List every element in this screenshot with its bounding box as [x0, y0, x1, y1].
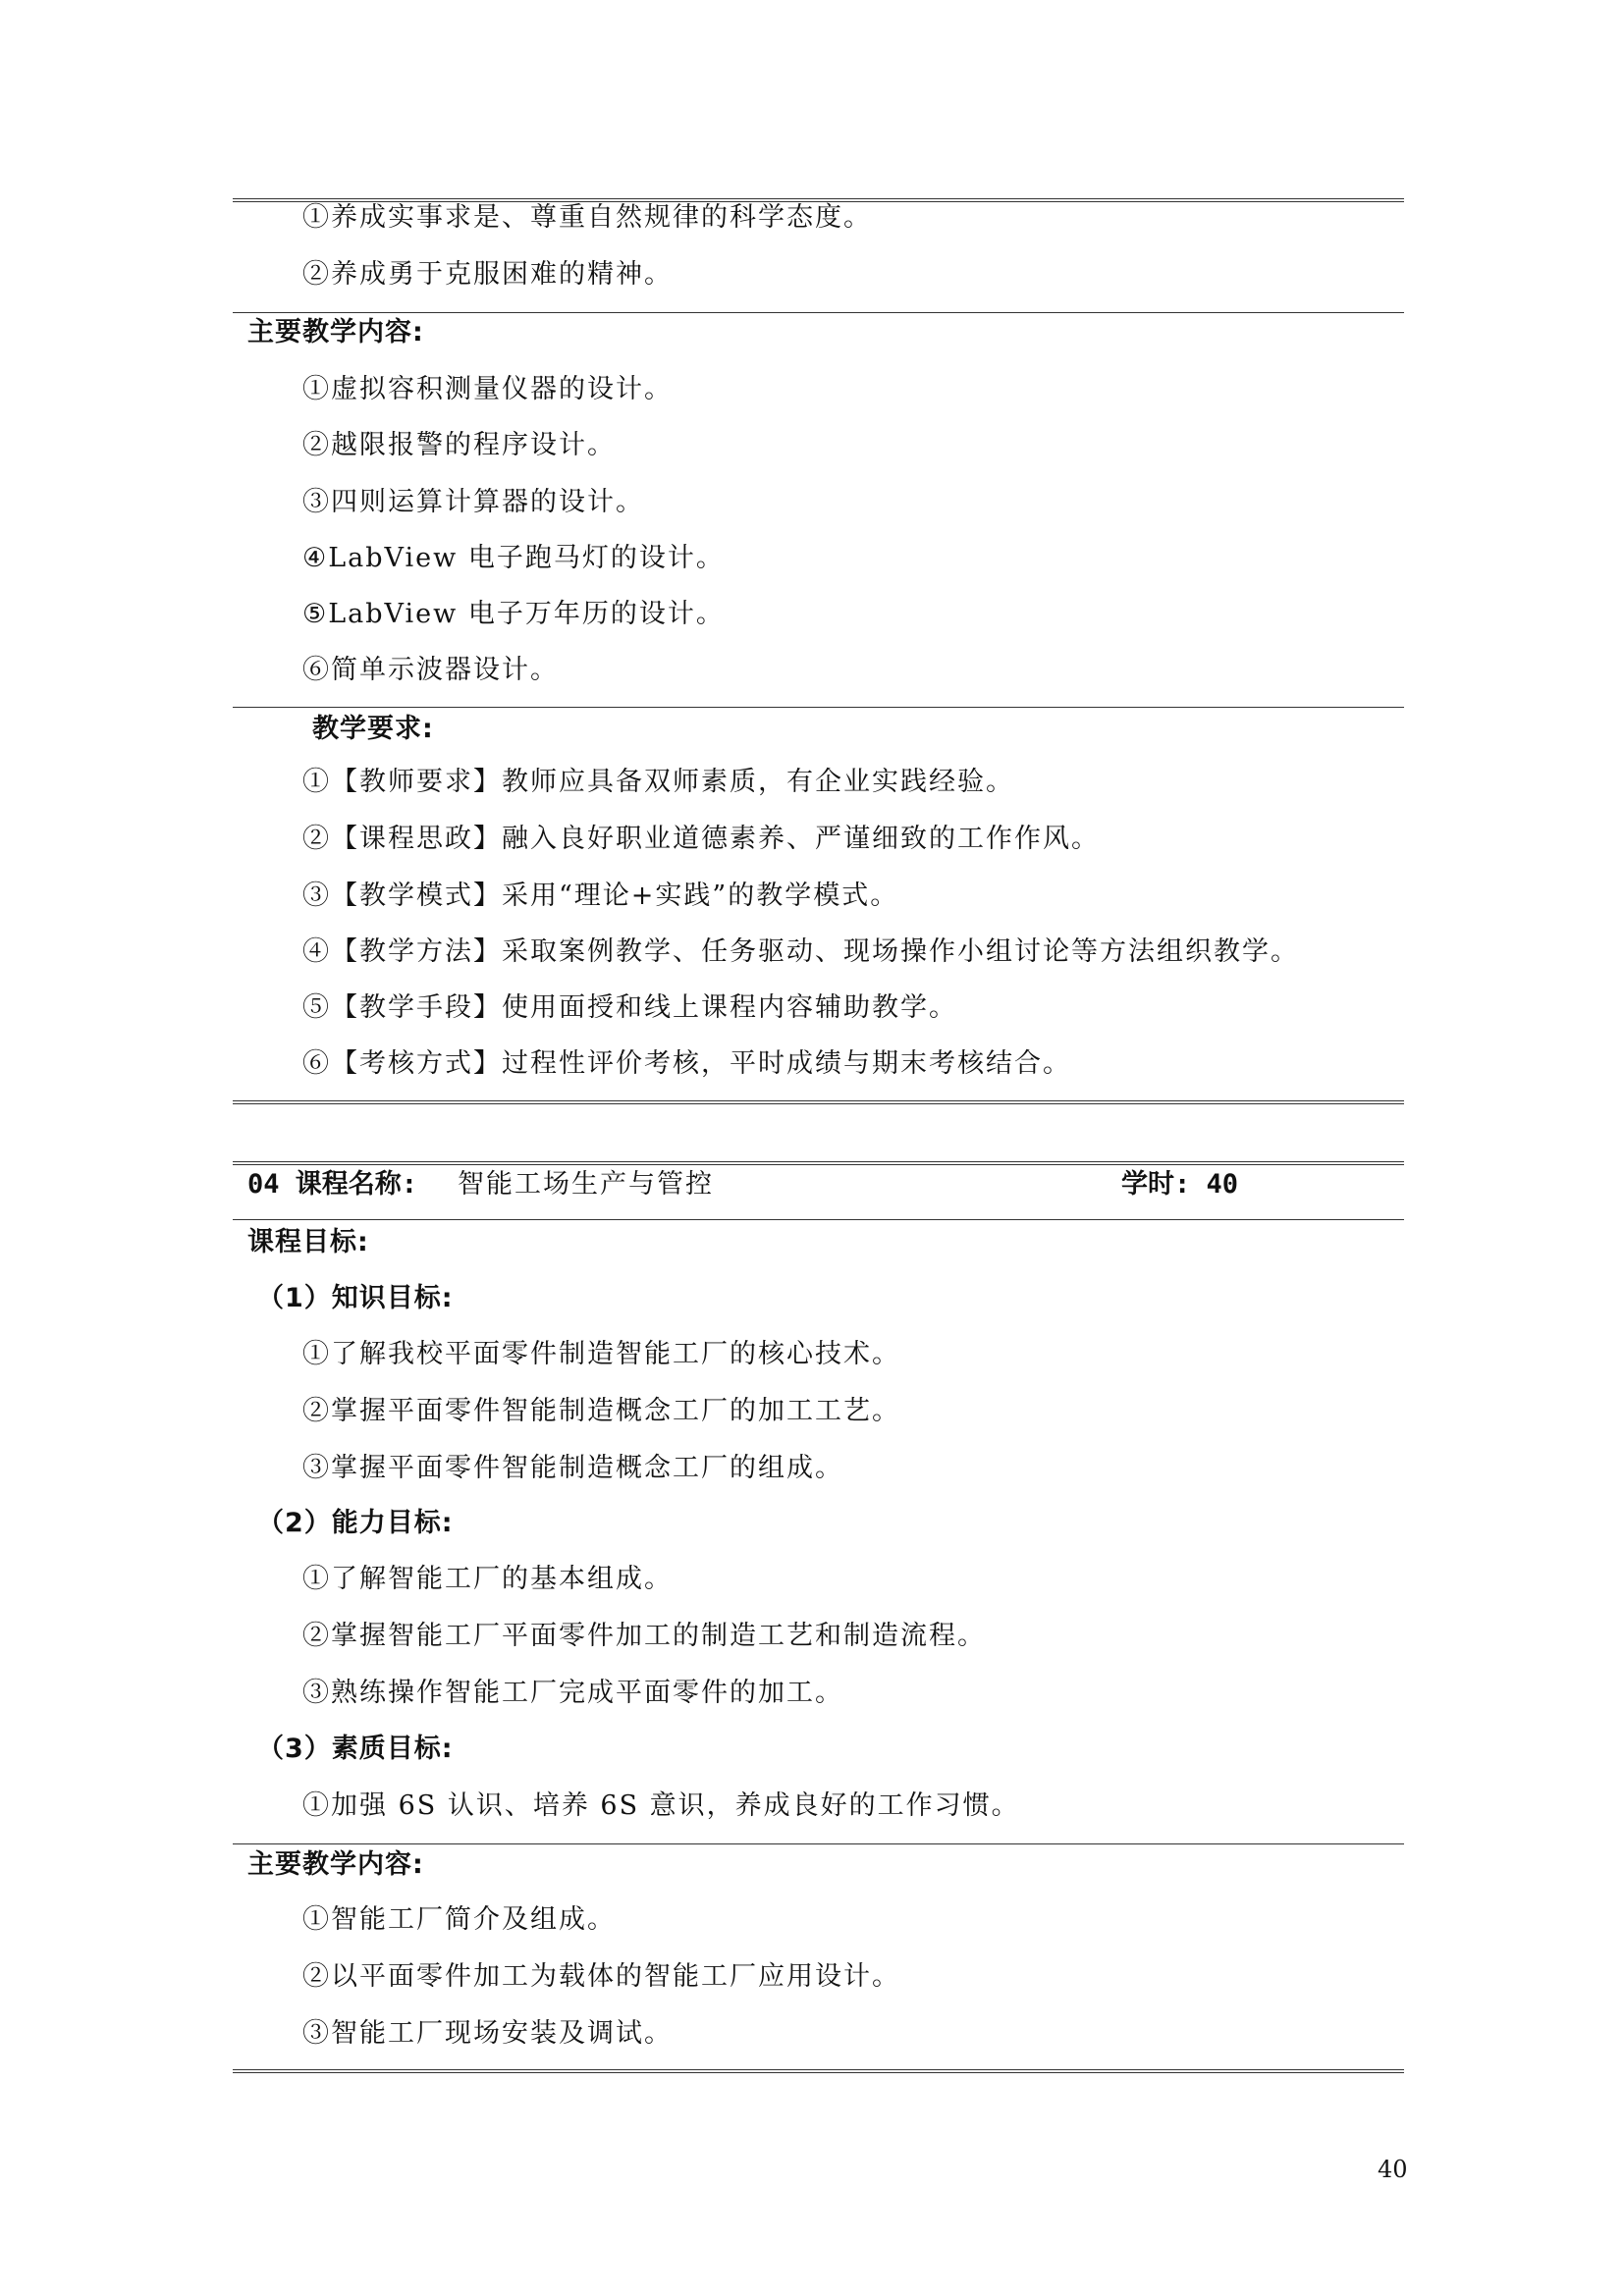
subsection-heading: （2）能力目标: [257, 1508, 454, 1538]
subsection-heading: （3）素质目标: [257, 1734, 454, 1764]
list-item: ③掌握平面零件智能制造概念工厂的组成。 [302, 1453, 843, 1483]
list-item: ④LabView 电子跑马灯的设计。 [302, 543, 725, 573]
list-item: ②越限报警的程序设计。 [302, 430, 616, 460]
list-item: ①了解智能工厂的基本组成。 [302, 1564, 673, 1594]
row-divider [233, 1219, 1404, 1220]
list-item: ⑥简单示波器设计。 [302, 655, 559, 685]
table-bottom-rule [233, 2069, 1404, 2073]
section-heading: 课程目标: [247, 1227, 369, 1257]
list-item: ①了解我校平面零件制造智能工厂的核心技术。 [302, 1339, 900, 1369]
list-item: ②养成勇于克服困难的精神。 [302, 259, 673, 290]
list-item: ②【课程思政】融入良好职业道德素养、严谨细致的工作作风。 [302, 824, 1100, 854]
row-divider [233, 312, 1404, 313]
table-top-rule [233, 1161, 1404, 1165]
list-item: ①加强 6S 认识、培养 6S 意识，养成良好的工作习惯。 [302, 1790, 1020, 1821]
list-item: ②掌握智能工厂平面零件加工的制造工艺和制造流程。 [302, 1621, 986, 1651]
subsection-heading: （1）知识目标: [257, 1283, 454, 1313]
section-heading: 主要教学内容: [247, 1849, 424, 1880]
table-bottom-rule [233, 1100, 1404, 1104]
list-item: ①养成实事求是、尊重自然规律的科学态度。 [302, 202, 872, 233]
list-item: ①【教师要求】教师应具备双师素质，有企业实践经验。 [302, 767, 1014, 797]
list-item: ⑥【考核方式】过程性评价考核，平时成绩与期末考核结合。 [302, 1048, 1071, 1079]
list-item: ②掌握平面零件智能制造概念工厂的加工工艺。 [302, 1396, 900, 1426]
course-hours: 学时: 40 [1121, 1169, 1239, 1200]
list-item: ③智能工厂现场安装及调试。 [302, 2018, 673, 2049]
page-number: 40 [1378, 2156, 1408, 2183]
section-heading: 主要教学内容: [247, 317, 424, 347]
course-header-row [247, 1168, 1396, 1201]
row-divider [233, 707, 1404, 708]
list-item: ③熟练操作智能工厂完成平面零件的加工。 [302, 1678, 843, 1708]
row-divider [233, 1843, 1404, 1844]
list-item: ①虚拟容积测量仪器的设计。 [302, 374, 673, 404]
list-item: ④【教学方法】采取案例教学、任务驱动、现场操作小组讨论等方法组织教学。 [302, 936, 1299, 967]
list-item: ①智能工厂简介及组成。 [302, 1904, 616, 1935]
list-item: ③【教学模式】采用“理论+实践”的教学模式。 [302, 881, 899, 911]
list-item: ③四则运算计算器的设计。 [302, 487, 644, 517]
list-item: ⑤【教学手段】使用面授和线上课程内容辅助教学。 [302, 992, 957, 1023]
list-item: ⑤LabView 电子万年历的设计。 [302, 599, 725, 629]
course-name: 智能工场生产与管控 [458, 1169, 714, 1200]
section-heading: 教学要求: [312, 714, 434, 744]
list-item: ②以平面零件加工为载体的智能工厂应用设计。 [302, 1961, 900, 1992]
course-label: 04 课程名称: [247, 1169, 418, 1200]
